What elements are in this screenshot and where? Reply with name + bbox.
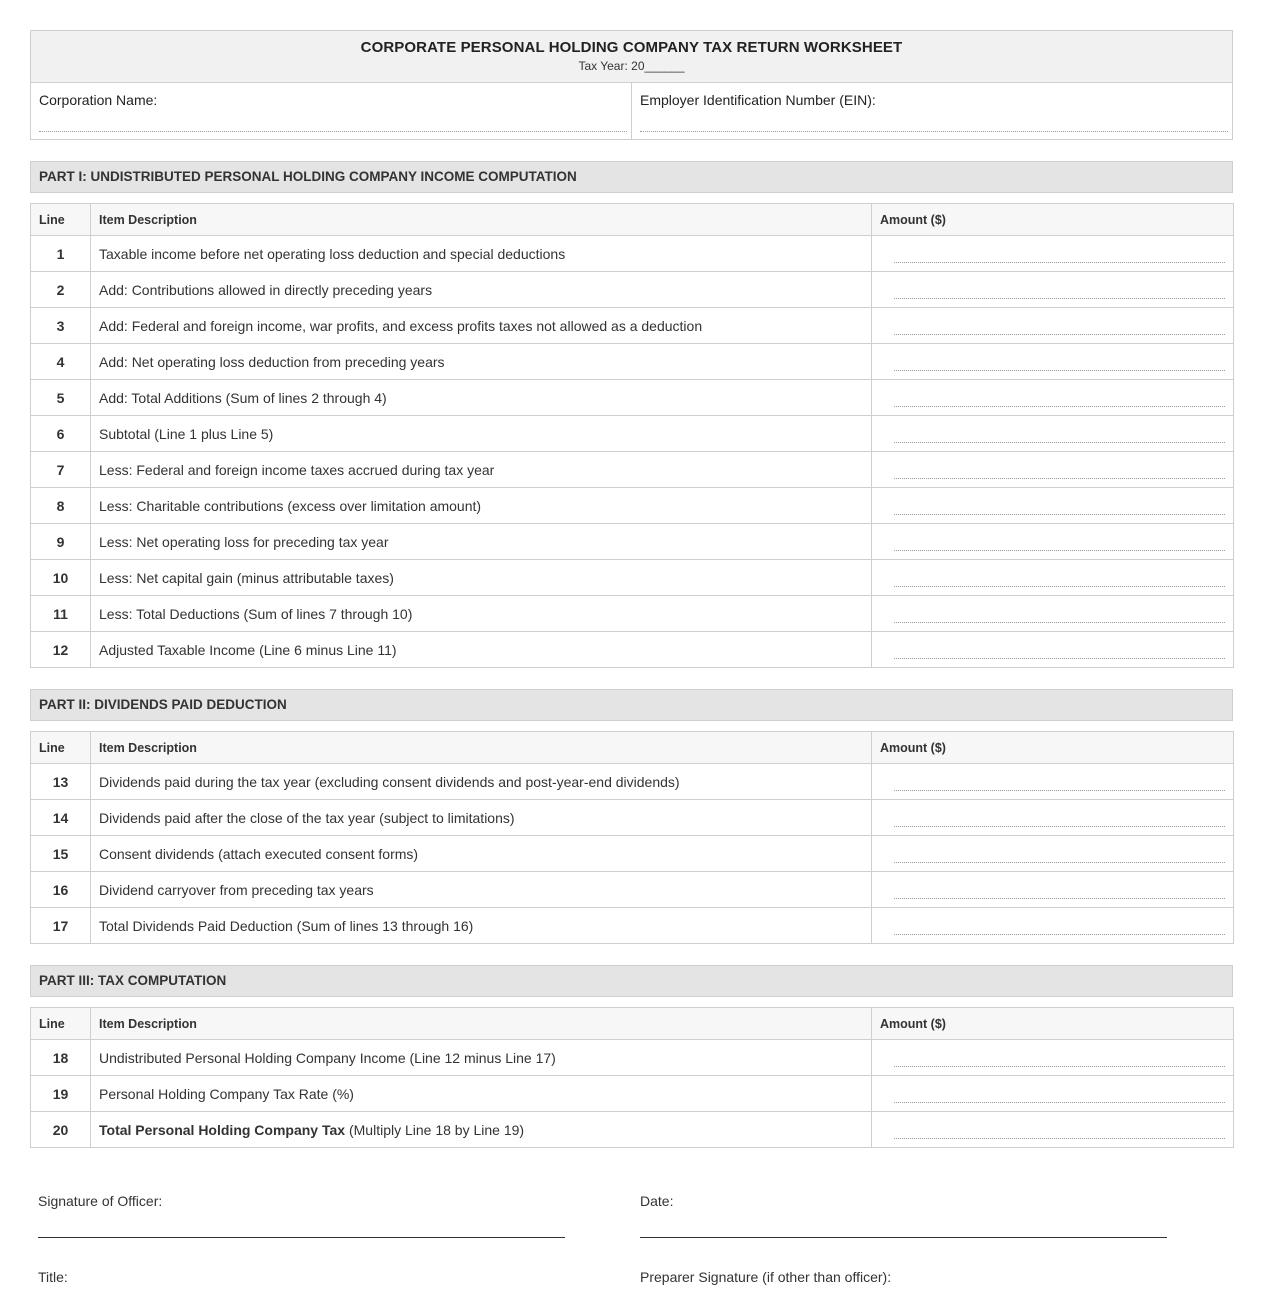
line-number: 14: [31, 800, 91, 836]
table-row: [31, 908, 1234, 944]
col-desc-header: Item Description: [91, 1008, 872, 1040]
title-field[interactable]: [38, 1269, 565, 1285]
col-amount-header: Amount ($): [872, 204, 1234, 236]
table-row: [31, 632, 1234, 668]
line-number: 6: [31, 416, 91, 452]
table-row: [31, 488, 1234, 524]
item-description: Less: Net operating loss for preceding tax year: [91, 524, 872, 560]
date-label: Date:: [640, 1193, 674, 1209]
line-number: 8: [31, 488, 91, 524]
item-description: Total Dividends Paid Deduction (Sum of lines 13 through 16): [91, 908, 872, 944]
corporation-name-label: Corporation Name:: [39, 92, 158, 108]
line-number: 10: [31, 560, 91, 596]
officer-signature-label: Signature of Officer:: [38, 1193, 163, 1209]
part3-header: PART III: TAX COMPUTATION: [30, 965, 1233, 997]
amount-input-line[interactable]: [894, 334, 1225, 335]
worksheet-header: [30, 30, 1233, 140]
table-row: [31, 560, 1234, 596]
amount-cell[interactable]: [872, 632, 1234, 668]
preparer-signature-label: Preparer Signature (if other than officer):: [640, 1269, 892, 1285]
amount-cell[interactable]: [872, 908, 1234, 944]
item-description: Less: Net capital gain (minus attributable taxes): [91, 560, 872, 596]
amount-cell[interactable]: [872, 488, 1234, 524]
amount-input-line[interactable]: [894, 790, 1225, 791]
item-description: Subtotal (Line 1 plus Line 5): [91, 416, 872, 452]
amount-cell[interactable]: [872, 1112, 1234, 1148]
item-description: Add: Federal and foreign income, war profits, and excess profits taxes not allowed as a deduction: [91, 308, 872, 344]
amount-cell[interactable]: [872, 1076, 1234, 1112]
officer-signature-field[interactable]: [38, 1193, 565, 1209]
corporation-name-input-line[interactable]: [39, 131, 627, 132]
item-description: [91, 1112, 872, 1148]
line-number: 15: [31, 836, 91, 872]
line-number: 2: [31, 272, 91, 308]
header-fields: [31, 83, 1232, 139]
amount-input-line[interactable]: [894, 862, 1225, 863]
item-description: Add: Total Additions (Sum of lines 2 through 4): [91, 380, 872, 416]
amount-input-line[interactable]: [894, 658, 1225, 659]
table-row: [31, 272, 1234, 308]
amount-cell[interactable]: [872, 236, 1234, 272]
table-row: [31, 800, 1234, 836]
table-row: [31, 1112, 1234, 1148]
item-description: Taxable income before net operating loss deduction and special deductions: [91, 236, 872, 272]
amount-input-line[interactable]: [894, 934, 1225, 935]
table-header-row: [31, 732, 1234, 764]
line-number: 3: [31, 308, 91, 344]
col-amount-header: Amount ($): [872, 1008, 1234, 1040]
amount-cell[interactable]: [872, 1040, 1234, 1076]
item-description: Personal Holding Company Tax Rate (%): [91, 1076, 872, 1112]
amount-input-line[interactable]: [894, 406, 1225, 407]
table-row: [31, 524, 1234, 560]
officer-signature-line[interactable]: [38, 1237, 565, 1238]
item-description: Add: Contributions allowed in directly preceding years: [91, 272, 872, 308]
part3-table: [30, 1007, 1234, 1148]
amount-input-line[interactable]: [894, 1102, 1225, 1103]
table-row: [31, 1040, 1234, 1076]
amount-input-line[interactable]: [894, 1138, 1225, 1139]
corporation-name-field[interactable]: [31, 83, 631, 139]
amount-input-line[interactable]: [894, 442, 1225, 443]
part1-table: [30, 203, 1234, 668]
line-number: 11: [31, 596, 91, 632]
table-row: [31, 236, 1234, 272]
preparer-signature-field[interactable]: [640, 1269, 1167, 1285]
amount-input-line[interactable]: [894, 370, 1225, 371]
amount-cell[interactable]: [872, 764, 1234, 800]
ein-input-line[interactable]: [640, 131, 1228, 132]
table-row: [31, 764, 1234, 800]
item-description: Less: Charitable contributions (excess over limitation amount): [91, 488, 872, 524]
item-description-rest: (Multiply Line 18 by Line 19): [345, 1121, 525, 1138]
part1-header: PART I: UNDISTRIBUTED PERSONAL HOLDING COMPANY INCOME COMPUTATION: [30, 161, 1233, 193]
line-number: 18: [31, 1040, 91, 1076]
item-description: Less: Total Deductions (Sum of lines 7 through 10): [91, 596, 872, 632]
table-row: [31, 380, 1234, 416]
tax-year: Tax Year: 20______: [578, 59, 685, 73]
col-line-header: Line: [31, 1008, 91, 1040]
amount-input-line[interactable]: [894, 1066, 1225, 1067]
amount-cell[interactable]: [872, 836, 1234, 872]
table-row: [31, 1076, 1234, 1112]
table-row: [31, 872, 1234, 908]
table-row: [31, 344, 1234, 380]
amount-cell[interactable]: [872, 524, 1234, 560]
item-description: Undistributed Personal Holding Company Income (Line 12 minus Line 17): [91, 1040, 872, 1076]
line-number: 1: [31, 236, 91, 272]
line-number: 7: [31, 452, 91, 488]
amount-cell[interactable]: [872, 380, 1234, 416]
line-number: 12: [31, 632, 91, 668]
amount-input-line[interactable]: [894, 898, 1225, 899]
col-amount-header: Amount ($): [872, 732, 1234, 764]
amount-input-line[interactable]: [894, 478, 1225, 479]
ein-label: Employer Identification Number (EIN):: [640, 92, 876, 108]
amount-input-line[interactable]: [894, 550, 1225, 551]
col-desc-header: Item Description: [91, 732, 872, 764]
col-line-header: Line: [31, 732, 91, 764]
line-number: 4: [31, 344, 91, 380]
item-description: Dividends paid during the tax year (excluding consent dividends and post-year-end dividends): [91, 764, 872, 800]
amount-cell[interactable]: [872, 416, 1234, 452]
table-header-row: [31, 204, 1234, 236]
amount-cell[interactable]: [872, 872, 1234, 908]
amount-input-line[interactable]: [894, 622, 1225, 623]
title-label: Title:: [38, 1269, 68, 1285]
worksheet-page: [30, 30, 1233, 1148]
item-description: Less: Federal and foreign income taxes accrued during tax year: [91, 452, 872, 488]
line-number: 20: [31, 1112, 91, 1148]
amount-input-line[interactable]: [894, 514, 1225, 515]
date-line[interactable]: [640, 1237, 1167, 1238]
header-title-block: [31, 31, 1232, 83]
amount-cell[interactable]: [872, 596, 1234, 632]
page-title: CORPORATE PERSONAL HOLDING COMPANY TAX RETURN WORKSHEET: [360, 39, 903, 56]
col-line-header: Line: [31, 204, 91, 236]
amount-input-line[interactable]: [894, 826, 1225, 827]
table-header-row: [31, 1008, 1234, 1040]
amount-cell[interactable]: [872, 800, 1234, 836]
part2-table: [30, 731, 1234, 944]
table-row: [31, 416, 1234, 452]
amount-input-line[interactable]: [894, 586, 1225, 587]
line-number: 9: [31, 524, 91, 560]
amount-cell[interactable]: [872, 452, 1234, 488]
item-description: Add: Net operating loss deduction from preceding years: [91, 344, 872, 380]
line-number: 17: [31, 908, 91, 944]
item-description: Adjusted Taxable Income (Line 6 minus Line 11): [91, 632, 872, 668]
line-number: 5: [31, 380, 91, 416]
table-row: [31, 596, 1234, 632]
item-description: Dividend carryover from preceding tax years: [91, 872, 872, 908]
amount-cell[interactable]: [872, 308, 1234, 344]
amount-cell[interactable]: [872, 344, 1234, 380]
item-description: Dividends paid after the close of the tax year (subject to limitations): [91, 800, 872, 836]
line-number: 19: [31, 1076, 91, 1112]
table-row: [31, 836, 1234, 872]
table-row: [31, 452, 1234, 488]
line-number: 13: [31, 764, 91, 800]
item-description: Consent dividends (attach executed consent forms): [91, 836, 872, 872]
amount-cell[interactable]: [872, 560, 1234, 596]
amount-cell[interactable]: [872, 272, 1234, 308]
item-description-bold: Total Personal Holding Company Tax: [99, 1121, 346, 1138]
date-field[interactable]: [640, 1193, 1167, 1209]
line-number: 16: [31, 872, 91, 908]
col-desc-header: Item Description: [91, 204, 872, 236]
part2-header: PART II: DIVIDENDS PAID DEDUCTION: [30, 689, 1233, 721]
amount-input-line[interactable]: [894, 298, 1225, 299]
amount-input-line[interactable]: [894, 262, 1225, 263]
table-row: [31, 308, 1234, 344]
ein-field[interactable]: [631, 83, 1232, 139]
